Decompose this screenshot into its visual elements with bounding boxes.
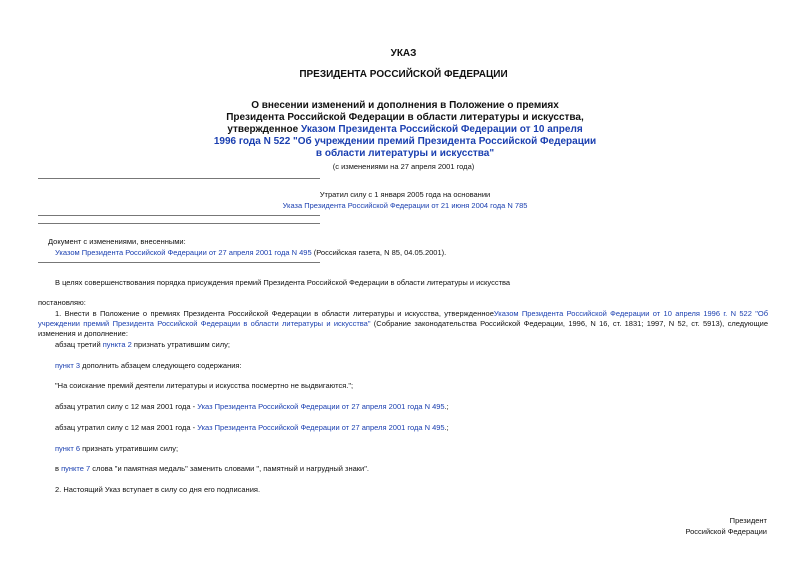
item-text: признать утратившим силу; <box>80 444 179 453</box>
item-2 <box>55 361 242 371</box>
heading-line <box>180 124 630 136</box>
item-text: признать утратившим силу; <box>131 340 230 349</box>
point-6-link[interactable]: пункт 6 <box>55 444 81 453</box>
decree-522-link[interactable]: Указом Президента Российской Федерации от 10 апреля 1996 г. N 522 "Об учреждении премий Президента Российской Федерации в области литературы и искусства" <box>38 309 768 328</box>
amended-intro: Документ с изменениями, внесенными: <box>48 237 186 246</box>
item-7 <box>55 464 369 474</box>
heading-line: О внесении изменений и дополнения в Положение о премиях <box>251 100 559 111</box>
item-text: дополнить абзацем следующего содержания: <box>80 361 242 370</box>
doc-heading <box>180 100 630 160</box>
amended-line <box>55 248 446 258</box>
item-text: .; <box>444 423 449 432</box>
heading-line: Президента Российской Федерации в области литературы и искусства, <box>226 112 584 123</box>
item-text: абзац утратил силу с 12 мая 2001 года - <box>55 423 198 432</box>
divider <box>38 223 320 224</box>
item-text: абзац третий <box>55 340 103 349</box>
item-1 <box>55 340 230 350</box>
item-3: "На соискание премий деятели литературы и искусства посмертно не выдвигаются."; <box>55 381 354 390</box>
item-text: абзац утратил силу с 12 мая 2001 года - <box>55 402 198 411</box>
doc-title-ukaz: УКАЗ <box>390 48 417 59</box>
paragraph-text: (Собрание законодательства Российской Федерации, 1996, N 16, ст. 1831; 1997, N 52, ст. 5913), следующие изменения и дополнение: <box>38 319 768 338</box>
paragraph-text: 1. Внести в Положение о премиях Президента Российской Федерации в области литературы и искусства, утвержденное <box>55 309 494 318</box>
purpose-paragraph: В целях совершенствования порядка присуждения премий Президента Российской Федерации в области литературы и искусства <box>55 278 511 287</box>
point-3-link[interactable]: пункт 3 <box>55 361 81 370</box>
decree-495-link[interactable]: Указом Президента Российской Федерации от 27 апреля 2001 года N 495 <box>55 248 312 257</box>
decree-522-link-cont[interactable]: 1996 года N 522 "Об учреждении премий Президента Российской Федерации <box>213 136 597 147</box>
paragraph-2: 2. Настоящий Указ вступает в силу со дня его подписания. <box>55 485 261 494</box>
item-6 <box>55 444 178 454</box>
divider <box>38 178 320 179</box>
divider <box>38 262 320 263</box>
item-text: в <box>55 464 62 473</box>
item-text: слова "и памятная медаль" заменить словами ", памятный и нагрудный знаки". <box>90 464 369 473</box>
decree-word: постановляю: <box>38 298 86 307</box>
signature-org: Российской Федерации <box>685 527 767 536</box>
decree-522-link[interactable]: Указом Президента Российской Федерации от 10 апреля <box>301 124 583 135</box>
decree-495-link[interactable]: Указ Президента Российской Федерации от 27 апреля 2001 года N 495 <box>197 423 445 432</box>
decree-495-link[interactable]: Указ Президента Российской Федерации от 27 апреля 2001 года N 495 <box>197 402 445 411</box>
heading-text: утвержденное <box>227 124 302 135</box>
doc-title-president: ПРЕЗИДЕНТА РОССИЙСКОЙ ФЕДЕРАЦИИ <box>299 69 508 80</box>
item-4 <box>55 402 449 412</box>
changes-note: (с изменениями на 27 апреля 2001 года) <box>332 162 475 171</box>
expired-note: Утратил силу с 1 января 2005 года на основании <box>319 190 491 199</box>
decree-785-link[interactable]: Указа Президента Российской Федерации от 21 июня 2004 года N 785 <box>282 201 528 210</box>
item-5 <box>55 423 449 433</box>
point-7-link[interactable]: пункте 7 <box>61 464 91 473</box>
point-2-link[interactable]: пункта 2 <box>102 340 132 349</box>
item-text: .; <box>444 402 449 411</box>
amended-source: (Российская газета, N 85, 04.05.2001). <box>311 248 447 257</box>
decree-522-link-cont[interactable]: в области литературы и искусства" <box>315 148 495 159</box>
signature-title: Президент <box>729 516 767 525</box>
divider <box>38 215 320 216</box>
paragraph-1 <box>38 309 768 339</box>
